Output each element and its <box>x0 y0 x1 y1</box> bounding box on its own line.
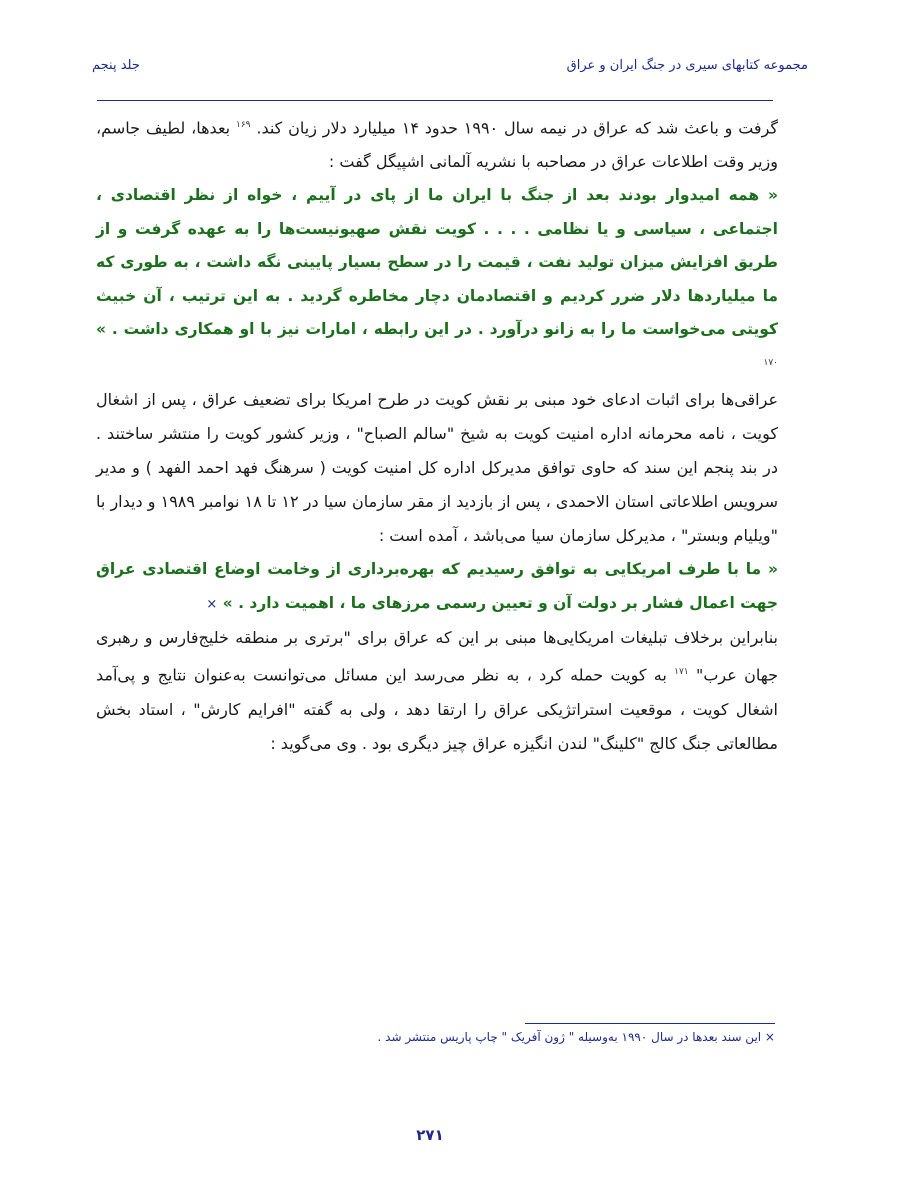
page-header <box>92 52 808 78</box>
body-text <box>96 108 778 761</box>
quote-1-text: « همه امیدوار بودند بعد از جنگ با ایران ما از پای در آییم ، خواه از نظر اقتصادی ، اجتماعی ، سیاسی و یا نظامی . . . . کویت نقش صهیونیست‌ها را به عهده گرفت و از طریق افزایش میزان تولید نفت ، قیمت را در سطح بسیار پایینی نگه داشت ، به طوری که ما میلیاردها دلار ضرر کردیم و اقتصادمان دچار مخاطره گردید . به این ترتیب ، آن خبیث کویتی می‌خواست ما را به زانو درآورد . در این رابطه ، امارات نیز با او همکاری داشت . » <box>96 186 778 339</box>
footnote: × این سند بعدها در سال ۱۹۹۰ به‌وسیله " ژون آفریک " چاپ پاریس منتشر شد . <box>377 1030 775 1044</box>
note-170: ۱۷۰ <box>763 357 778 368</box>
paragraph-2: عراقی‌ها برای اثبات ادعای خود مبنی بر نقش کویت در طرح امریکا برای تضعیف عراق ، پس از اشغال کویت ، نامه محرمانه اداره امنیت کویت به شیخ "سالم الصباح" ، وزیر کشور کویت را منتشر ساختند . در بند پنجم این سند که حاوی توافق مدیرکل اداره کل امنیت کویت ( سرهنگ فهد احمد الفهد ) و مدیر سرویس اطلاعاتی استان الاحمدی ، پس از بازدید از مقر سازمان سیا در ۱۲ تا ۱۸ نوامبر ۱۹۸۹ و دیدار با "ویلیام وبستر" ، مدیرکل سازمان سیا می‌باشد ، آمده است : <box>96 390 779 546</box>
series-title: مجموعه کتابهای سیری در جنگ ایران و عراق <box>566 57 808 73</box>
quote-2-text: « ما با طرف امریکایی به توافق رسیدیم که بهره‌برداری از وخامت اوضاع اقتصادی عراق جهت اعمال فشار بر دولت آن و تعیین رسمی مرزهای ما ، اهمیت دارد . » <box>96 560 778 612</box>
paragraph-1 <box>96 108 778 179</box>
paragraph-1-text: گرفت و باعث شد که عراق در نیمه سال ۱۹۹۰ حدود ۱۴ میلیارد دلار زیان کند. <box>256 118 779 138</box>
footnote-marker: × <box>206 596 218 612</box>
quote-2 <box>96 553 778 621</box>
paragraph-3-text-a: بنابراین برخلاف تبلیغات امریکایی‌ها مبنی بر این که عراق برای "برتری بر منطقه خلیج‌فارس و رهبری جهان عرب" <box>96 628 778 685</box>
page-number: ۲۷۱ <box>416 1126 444 1144</box>
paragraph-3-text-b: به کویت حمله کرد ، به نظر می‌رسد این مسائل می‌توانست به‌عنوان نتایج و پی‌آمد اشغال کویت ، موقعیت استراتژیکی عراق را ارتقا دهد ، ولی به گفته "افرایم کارش" ، استاد بخش مطالعاتی جنگ کالج "کلینگ" لندن انگیزه عراق چیز دیگری بود . وی می‌گوید : <box>96 665 778 753</box>
paragraph-1-text-after: بعدها، لطیف جاسم، وزیر وقت اطلاعات عراق در مصاحبه با نشریه آلمانی اشپیگل گفت : <box>96 118 778 172</box>
note-171: ۱۷۱ <box>674 667 689 678</box>
quote-1 <box>96 179 778 383</box>
note-169: ۱۶۹ <box>235 120 251 130</box>
paragraph-3 <box>96 621 778 760</box>
footnote-rule <box>525 1023 775 1024</box>
header-rule <box>97 100 773 101</box>
volume-label: جلد پنجم <box>92 57 140 73</box>
